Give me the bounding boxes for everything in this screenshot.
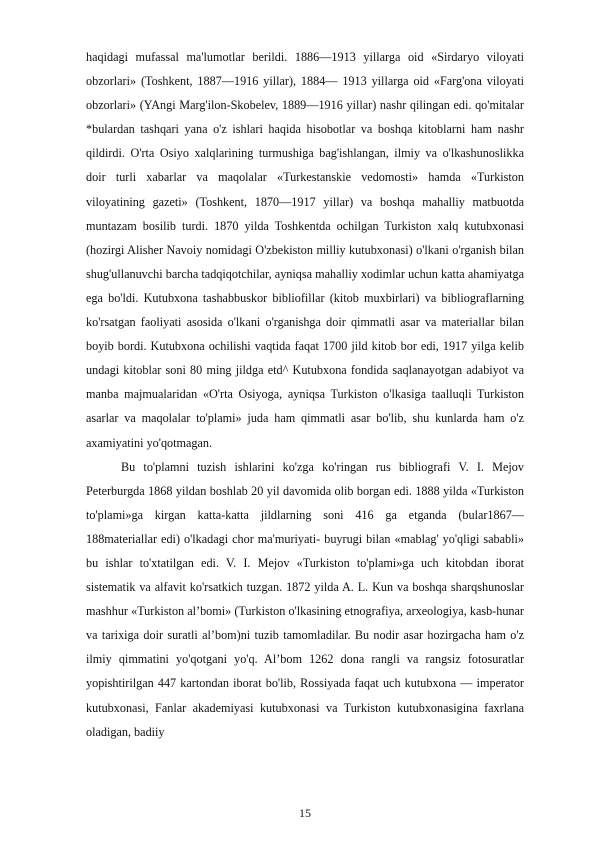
paragraph-1: haqidagi mufassal ma'lumotlar berildi. 1886—1913 yillarga oid «Sirdaryo viloyati obzorlari» (Toshkent, 1887—1916 yillar), 1884— 1913 yillarga oid «Farg'ona viloyati obzorlari» (YAngi Marg'ilon-Skobelev, 1889—1916 yillar) nashr qilingan edi. qo'mitalar *bulardan tashqari yana o'z ishlari haqida hisobotlar va boshqa kitoblarni ham nashr qildirdi. O'rta Osiyo xalqlarining turmushiga bag'ishlangan, ilmiy va o'lkashunoslikka doir turli xabarlar va maqolalar «Turkestanskie vedomosti» hamda «Turkiston viloyatining gazeti» (Toshkent, 1870—1917 yillar) va boshqa mahalliy matbuotda muntazam bosilib turdi. 1870 yilda Toshkentda ochilgan Turkiston xalq kutubxonasi (hozirgi Alisher Navoiy nomidagi O'zbekiston milliy kutubxonasi) o'lkani o'rganish bilan shug'ullanuvchi barcha tadqiqotchilar, ayniqsa mahalliy xodimlar uchun katta ahamiyatga ega bo'ldi. Kutubxona tashabbuskor bibliofillar (kitob muxbirlari) va bibliograflarning ko'rsatgan faoliyati asosida o'lkani o'rganishga doir qimmatli asar va materiallar bilan boyib bordi. Kutubxona ochilishi vaqtida faqat 1700 jild kitob bor edi, 1917 yilga kelib undagi kitoblar soni 80 ming jildga etd^ Kutubxona fondida saqlanayotgan adabiyot va manba majmualaridan «O'rta Osiyoga, ayniqsa Turkiston o'lkasiga taalluqli Turkiston asarlar va maqolalar to'plami» juda ham qimmatli asar bo'lib, shu kunlarda ham o'z axamiyatini yo'qotmagan. [86, 50, 524, 450]
body-text [86, 45, 524, 744]
paragraph-2: Bu to'plamni tuzish ishlarini ko'zga ko'ringan rus bibliografi V. I. Mejov Peterburgda 1868 yildan boshlab 20 yil davomida olib borgan edi. 1888 yilda «Turkiston to'plami»ga kirgan katta-katta jildlarning soni 416 ga etganda (bular1867—188materiallar edi) o'lkadagi chor ma'muriyati- buyrugi bilan «mablag' yo'qligi sababli» bu ishlar to'xtatilgan edi. V. I. Mejov «Turkiston to'plami»ga uch kitobdan iborat sistematik va alfavit ko'rsatkich tuzgan. 1872 yilda A. L. Kun va boshqa sharqshunoslar mashhur «Turkiston al’bomi» (Turkiston o'lkasining etnografiya, arxeologiya, kasb-hunar va tarixiga doir suratli al’bom)ni tuzib tamomladilar. Bu nodir asar hozirgacha ham o'z ilmiy qimmatini yo'qotgani yo'q. Al’bom 1262 dona rangli va rangsiz fotosuratlar yopishtirilgan 447 kartondan iborat bo'lib, Rossiyada faqat uch kutubxona — imperator kutubxonasi, Fanlar akademiyasi kutubxonasi va Turkiston kutubxonasigina faxrlana oladigan, badiiy [86, 459, 524, 739]
page-number: 15 [299, 806, 311, 820]
